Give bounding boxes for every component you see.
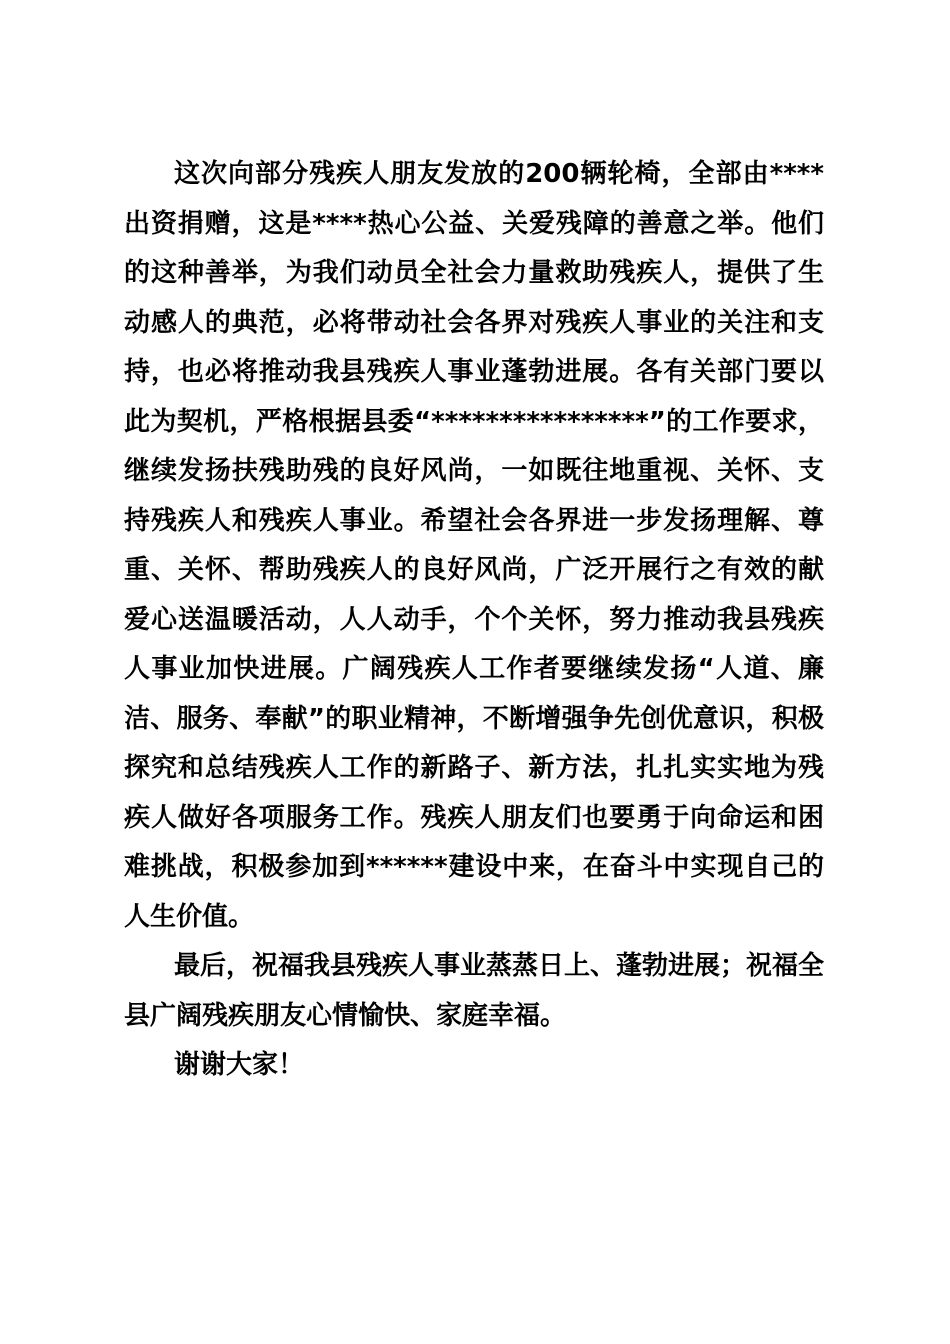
paragraph-thanks: 谢谢大家！ bbox=[174, 1050, 305, 1080]
paragraph-closing-wishes: 最后，祝福我县残疾人事业蒸蒸日上、蓬勃进展；祝福全县广阔残疾朋友心情愉快、家庭幸福。 bbox=[124, 951, 825, 1031]
document-body bbox=[124, 150, 824, 1091]
paragraph-main: 这次向部分残疾人朋友发放的200辆轮椅，全部由****出资捐赠，这是****热心公益、关爱残障的善意之举。他们的这种善举，为我们动员全社会力量救助残疾人，提供了生动感人的典范，必将带动社会各界对残疾人事业的关注和支持，也必将推动我县残疾人事业蓬勃进展。各有关部门要以此为契机，严格根据县委“****************”的工作要求，继续发扬扶残助残的良好风尚，一如既往地重视、关怀、支持残疾人和残疾人事业。希望社会各界进一步发扬理解、尊重、关怀、帮助残疾人的良好风尚，广泛开展行之有效的献爱心送温暖活动，人人动手，个个关怀，努力推动我县残疾人事业加快进展。广阔残疾人工作者要继续发扬“人道、廉洁、服务、奉献”的职业精神，不断增强争先创优意识，积极探究和总结残疾人工作的新路子、新方法，扎扎实实地为残疾人做好各项服务工作。残疾人朋友们也要勇于向命运和困难挑战，积极参加到******建设中来，在奋斗中实现自己的人生价值。 bbox=[124, 159, 824, 932]
